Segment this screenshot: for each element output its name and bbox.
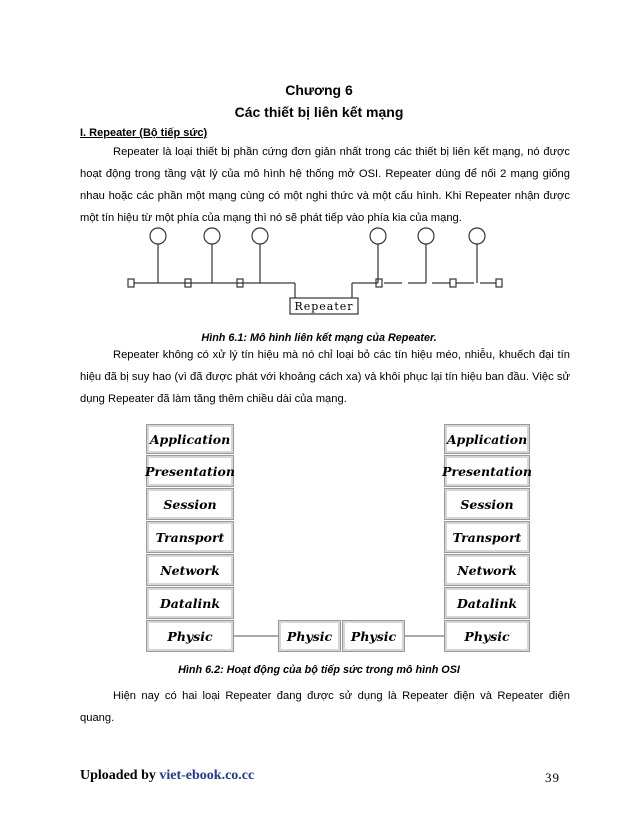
figure-2-caption: Hình 6.2: Hoạt động của bộ tiếp sức trong mô hình OSI bbox=[178, 664, 460, 676]
repeater-physic-left: Physic bbox=[278, 620, 341, 652]
footer-site-link[interactable]: viet-ebook.co.cc bbox=[159, 768, 255, 783]
footer-uploaded bbox=[80, 768, 254, 784]
repeater-physic-right: Physic bbox=[342, 620, 405, 652]
terminator-left bbox=[128, 279, 134, 287]
left-layer-application: Application bbox=[146, 424, 234, 454]
right-layer-session: Session bbox=[444, 488, 530, 520]
figure-repeater-network bbox=[120, 222, 520, 322]
connector-right bbox=[405, 635, 444, 637]
left-layer-session: Session bbox=[146, 488, 234, 520]
repeater-label: Repeater bbox=[294, 300, 354, 313]
right-layer-transport: Transport bbox=[444, 521, 530, 553]
chapter-number: Chương 6 bbox=[285, 82, 353, 98]
left-layer-datalink: Datalink bbox=[146, 587, 234, 619]
page-number: 39 bbox=[545, 770, 560, 785]
left-layer-network: Network bbox=[146, 554, 234, 586]
section-heading: I. Repeater (Bộ tiếp sức) bbox=[80, 127, 208, 139]
left-layer-physic: Physic bbox=[146, 620, 234, 652]
paragraph-3: Hiện nay có hai loại Repeater đang được sử dụng là Repeater điện và Repeater điện quang. bbox=[80, 690, 570, 724]
right-layer-network: Network bbox=[444, 554, 530, 586]
right-layer-datalink: Datalink bbox=[444, 587, 530, 619]
figure-1-caption: Hình 6.1: Mô hình liên kết mạng của Repeater. bbox=[201, 332, 437, 344]
paragraph-2: Repeater không có xử lý tín hiệu mà nó chỉ loại bỏ các tín hiệu méo, nhiễu, khuếch đại tín hiệu đã bị suy hao (vì đã được phát với khoảng cách xa) và khôi phục lại tín hiệu ban đầu. Việc sử dụng Repeater đã làm tăng thêm chiều dài của mạng. bbox=[80, 349, 570, 405]
right-layer-physic: Physic bbox=[444, 620, 530, 652]
footer-prefix: Uploaded by bbox=[80, 768, 160, 783]
left-layer-presentation: Presentation bbox=[146, 455, 234, 487]
terminator-right bbox=[496, 279, 502, 287]
right-layer-application: Application bbox=[444, 424, 530, 454]
chapter-title: Các thiết bị liên kết mạng bbox=[234, 104, 404, 120]
connector-left bbox=[234, 635, 278, 637]
left-layer-transport: Transport bbox=[146, 521, 234, 553]
right-layer-presentation: Presentation bbox=[444, 455, 530, 487]
paragraph-1: Repeater là loại thiết bị phần cứng đơn giản nhất trong các thiết bị liên kết mạng, nó được hoạt động trong tầng vật lý của mô hình hệ thống mở OSI. Repeater dùng để nối 2 mạng giống nhau hoặc các phần một mạng cùng có một nghi thức và một cấu hình. Khi Repeater nhận được một tín hiệu từ một phía của mạng thì nó sẽ phát tiếp vào phía kia của mạng. bbox=[80, 146, 570, 224]
